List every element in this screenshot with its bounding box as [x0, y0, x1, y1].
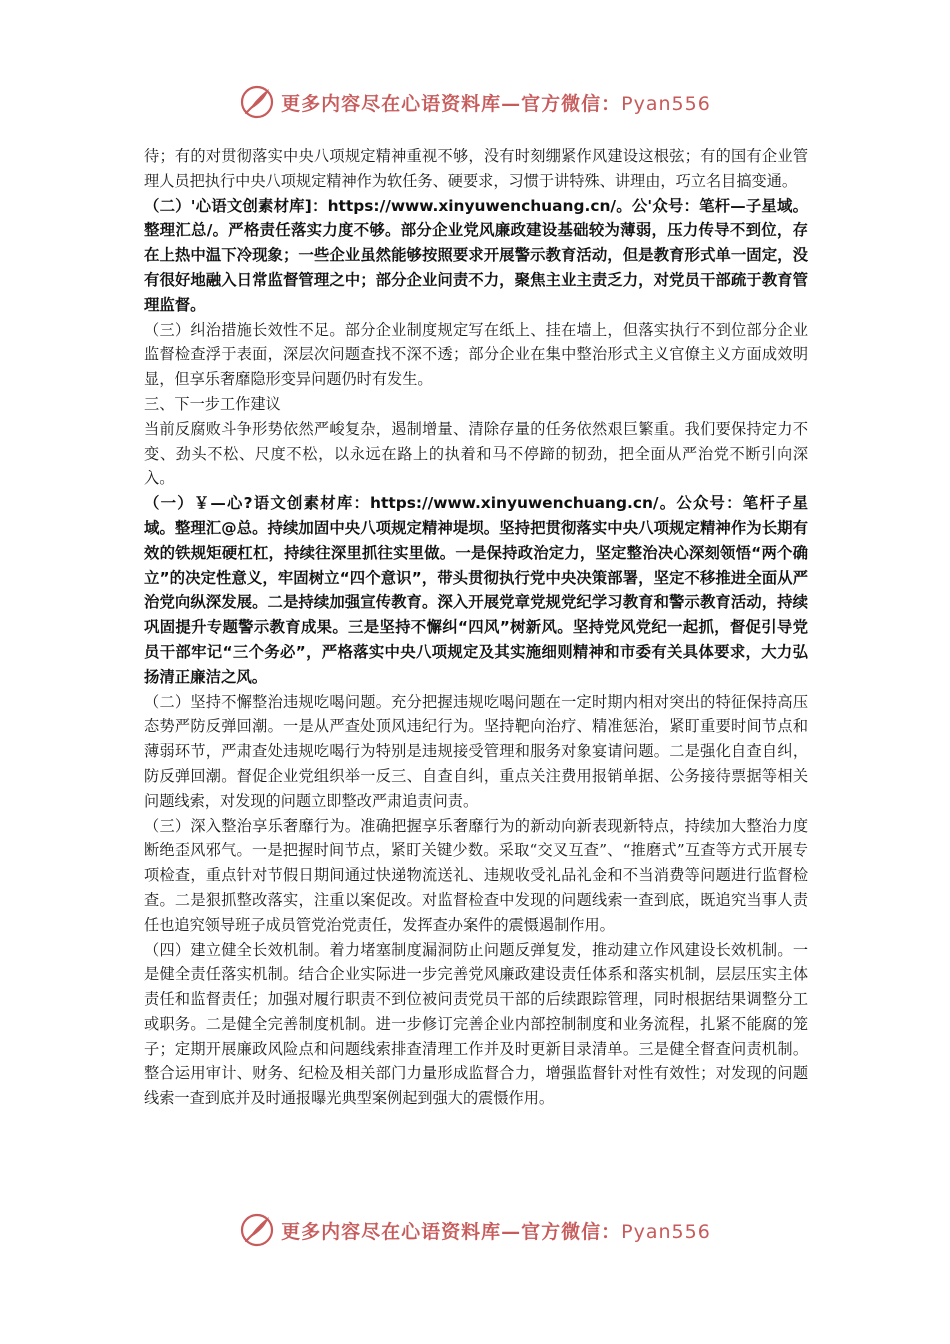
- paragraph: 待；有的对贯彻落实中央八项规定精神重视不够，没有时刻绷紧作风建设这根弦；有的国有企业管理人员把执行中央八项规定精神作为软任务、硬要求，习惯于讲特殊、讲理由，巧立名目搞变通。: [144, 147, 808, 190]
- wechat-id: Pyan556: [621, 92, 711, 115]
- header-banner: [0, 82, 950, 122]
- paragraph: 当前反腐败斗争形势依然严峻复杂，遏制增量、清除存量的任务依然艰巨繁重。我们要保持定力不变、劲头不松、尺度不松，以永远在路上的执着和马不停蹄的韧劲，把全面从严治党不断引向深入。: [144, 419, 808, 488]
- banner-text: 更多内容尽在心语资料库—官方微信：Pyan556: [281, 1220, 711, 1243]
- wechat-id: Pyan556: [621, 1220, 711, 1243]
- quill-pen-logo-icon: [239, 84, 275, 120]
- document-body: [144, 144, 808, 1111]
- paragraph: （三）纠治措施长效性不足。部分企业制度规定写在纸上、挂在墙上，但落实执行不到位部分企业监督检查浮于表面，深层次问题查找不深不透；部分企业在集中整治形式主义官僚主义方面成效明显，但享乐奢靡隐形变异问题仍时有发生。: [144, 320, 808, 389]
- section-heading: 三、下一步工作建议: [144, 394, 281, 413]
- paragraph: （二）坚持不懈整治违规吃喝问题。充分把握违规吃喝问题在一定时期内相对突出的特征保持高压态势严防反弹回潮。一是从严查处顶风违纪行为。坚持靶向治疗、精准惩治，紧盯重要时间节点和薄弱环节，严肃查处违规吃喝行为特别是违规接受管理和服务对象宴请问题。二是强化自查自纠，防反弹回潮。督促企业党组织举一反三、自查自纠，重点关注费用报销单据、公务接待票据等相关问题线索，对发现的问题立即整改严肃追责问责。: [144, 692, 808, 810]
- quill-pen-logo-icon: [239, 1212, 275, 1248]
- banner-text: 更多内容尽在心语资料库—官方微信：Pyan556: [281, 92, 711, 115]
- paragraph-bold: （一）￥—心?语文创素材库：https://www.xinyuwenchuang.cn/。公众号：笔杆子星域。整理汇@总。持续加固中央八项规定精神堤坝。坚持把贯彻落实中央八项规定精神作为长期有效的铁规矩硬杠杠，持续往深里抓往实里做。一是保持政治定力，坚定整治决心深刻领悟“两个确立”的决定性意义，牢固树立“四个意识”，带头贯彻执行党中央决策部署，坚定不移推进全面从严治党向纵深发展。二是持续加强宣传教育。深入开展党章党规党纪学习教育和警示教育活动，持续巩固提升专题警示教育成果。三是坚持不懈纠“四风”树新风。坚持党风党纪一起抓，督促引导党员干部牢记“三个务必”，严格落实中央八项规定及其实施细则精神和市委有关具体要求，大力弘扬清正廉洁之风。: [144, 494, 808, 686]
- paragraph: （四）建立健全长效机制。着力堵塞制度漏洞防止问题反弹复发，推动建立作风建设长效机制。一是健全责任落实机制。结合企业实际进一步完善党风廉政建设责任体系和落实机制，层层压实主体责任和监督责任；加强对履行职责不到位被问责党员干部的后续跟踪管理，同时根据结果调整分工或职务。二是健全完善制度机制。进一步修订完善企业内部控制制度和业务流程，扎紧不能腐的笼子；定期开展廉政风险点和问题线索排查清理工作并及时更新目录清单。三是健全督查问责机制。整合运用审计、财务、纪检及相关部门力量形成监督合力，增强监督针对性有效性；对发现的问题线索一查到底并及时通报曝光典型案例起到强大的震慑作用。: [144, 940, 808, 1108]
- paragraph-bold: （二）'心语文创素材库]：https://www.xinyuwenchuang.cn/。公'众号：笔杆—子星域。整理汇总/。严格责任落实力度不够。部分企业党风廉政建设基础较为薄弱，压力传导不到位，存在上热中温下冷现象；一些企业虽然能够按照要求开展警示教育活动，但是教育形式单一固定，没有很好地融入日常监督管理之中；部分企业问责不力，聚焦主业主责乏力，对党员干部疏于教育管理监督。: [144, 196, 808, 314]
- paragraph: （三）深入整治享乐奢靡行为。准确把握享乐奢靡行为的新动向新表现新特点，持续加大整治力度断绝歪风邪气。一是把握时间节点，紧盯关键少数。采取“交叉互查”、“推磨式”互查等方式开展专项检查，重点针对节假日期间通过快递物流送礼、违规收受礼品礼金和不当消费等问题进行监督检查。二是狠抓整改落实，注重以案促改。对监督检查中发现的问题线索一查到底，既追究当事人责任也追究领导班子成员管党治党责任，发挥查办案件的震慑遏制作用。: [144, 816, 808, 934]
- footer-banner: [0, 1210, 950, 1250]
